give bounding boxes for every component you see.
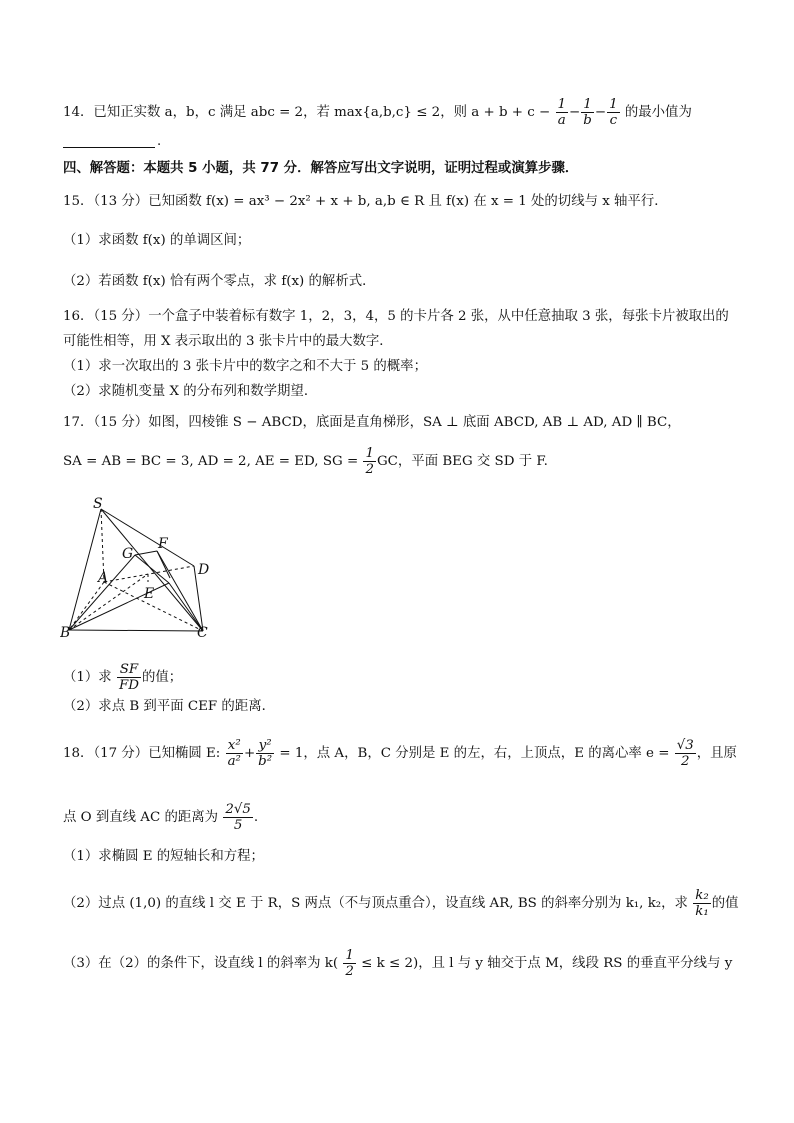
label-F: F bbox=[158, 536, 168, 552]
section-heading: 四、解答题：本题共 5 小题，共 77 分．解答应写出文字说明，证明过程或演算步骤． bbox=[63, 161, 579, 176]
edge-SD bbox=[101, 509, 194, 566]
edge-E-C bbox=[169, 583, 203, 631]
q18-stem-line2: 点 O 到直线 AC 的距离为 $\frac{2√5}{5}$ . bbox=[63, 802, 259, 833]
pyramid-figure bbox=[60, 496, 220, 642]
q16-part2: （2）求随机变量 X 的分布列和数学期望． bbox=[63, 384, 318, 399]
edge-FC bbox=[157, 551, 203, 631]
label-G: G bbox=[122, 546, 134, 562]
q18-stem-line1: 18．（17 分）已知椭圆 E: $\frac{\text{x²}}{\text{a²}}$ + $\frac{\text{y²}}{\text{b²}}$ = 1，点 A，B，C 分别是 E 的左，右，上顶点，E 的离心率 e = $\frac{√3}{2}$ ，且原 bbox=[63, 738, 737, 769]
q17-stem-line1: 17．（15 分）如图，四棱锥 S − ABCD，底面是直角梯形，SA ⊥ 底面 ABCD, AB ⊥ AD, AD ∥ BC， bbox=[63, 415, 681, 430]
label-S: S bbox=[93, 496, 103, 512]
q15-part2: （2）若函数 f(x) 恰有两个零点，求 f(x) 的解析式． bbox=[63, 274, 376, 289]
q18-part1: （1）求椭圆 E 的短轴长和方程； bbox=[63, 849, 264, 864]
q18-frac-half: $\frac{1}{2}$ bbox=[345, 948, 354, 979]
q17-part1: （1）求 $\frac{SF}{FD}$ 的值； bbox=[63, 662, 183, 693]
q17-frac-half: $\frac{1}{2}$ bbox=[365, 446, 374, 477]
q16-part1: （1）求一次取出的 3 张卡片中的数字之和不大于 5 的概率； bbox=[63, 359, 427, 374]
edge-AB-hidden bbox=[69, 582, 104, 630]
q14-answer-blank bbox=[63, 147, 155, 148]
q18-part3: （3）在（2）的条件下，设直线 l 的斜率为 k( $\frac{1}{2}$ ≤ k ≤ 2)，且 l 与 y 轴交于点 M，线段 RS 的垂直平分线与 y bbox=[63, 948, 733, 979]
q18-part2: （2）过点 (1,0) 的直线 l 交 E 于 R，S 两点（不与顶点重合），设直线 AR, BS 的斜率分别为 k₁, k₂，求 $\frac{\text{k₂}}{\text{k₁}}$ 的值 bbox=[63, 888, 739, 919]
edge-SC bbox=[101, 509, 203, 631]
q17-frac-sf-fd: $\frac{SF}{FD}$ bbox=[118, 662, 139, 693]
label-A: A bbox=[98, 570, 109, 586]
q16-stem-line1: 16．（15 分）一个盒子中装着标有数字 1，2，3，4，5 的卡片各 2 张，从中任意抽取 3 张，每张卡片被取出的 bbox=[63, 309, 729, 324]
q17-part2: （2）求点 B 到平面 CEF 的距离． bbox=[63, 699, 275, 714]
q14-frac-1-over-c: $\frac{1}{c}$ bbox=[609, 97, 618, 128]
label-C: C bbox=[197, 625, 208, 641]
q14-frac-1-over-a: $\frac{1}{a}$ bbox=[557, 97, 567, 128]
q14-blank-period: . bbox=[157, 134, 162, 149]
q18-frac-y2-b2: $\frac{\text{y²}}{\text{b²}}$ bbox=[258, 738, 273, 769]
edge-F-E-side bbox=[157, 551, 170, 578]
pyramid-diagram bbox=[60, 496, 220, 642]
q14-stem: 14．已知正实数 a，b，c 满足 abc = 2，若 max{a,b,c} ≤ 2，则 a + b + c − $\frac{1}{a}$ − $\frac{1}{b}$ − $\frac{1}{c}$ 的最小值为 bbox=[63, 97, 692, 128]
q18-frac-x2-a2: $\frac{\text{x²}}{\text{a²}}$ bbox=[227, 738, 241, 769]
q17-stem-line2: SA = AB = BC = 3, AD = 2, AE = ED, SG = $\frac{1}{2}$ GC，平面 BEG 交 SD 于 F. bbox=[63, 446, 548, 477]
edge-AD-hidden bbox=[104, 566, 194, 582]
edge-BE-hidden bbox=[69, 574, 148, 630]
q14-frac-1-over-b: $\frac{1}{b}$ bbox=[583, 97, 592, 128]
label-B: B bbox=[60, 625, 71, 641]
edge-BC bbox=[69, 630, 203, 631]
q18-frac-k2-k1: $\frac{\text{k₂}}{\text{k₁}}$ bbox=[695, 888, 709, 919]
edge-G-E bbox=[135, 555, 169, 583]
label-E: E bbox=[144, 586, 155, 602]
q18-frac-eccentricity: $\frac{√3}{2}$ bbox=[676, 738, 694, 769]
q16-stem-line2: 可能性相等，用 X 表示取出的 3 张卡片中的最大数字． bbox=[63, 334, 393, 349]
label-D: D bbox=[198, 562, 210, 578]
q15-stem: 15．（13 分）已知函数 f(x) = ax³ − 2x² + x + b, a,b ∈ R 且 f(x) 在 x = 1 处的切线与 x 轴平行． bbox=[63, 194, 668, 209]
q18-frac-distance: $\frac{2√5}{5}$ bbox=[225, 802, 251, 833]
q15-part1: （1）求函数 f(x) 的单调区间； bbox=[63, 233, 251, 248]
